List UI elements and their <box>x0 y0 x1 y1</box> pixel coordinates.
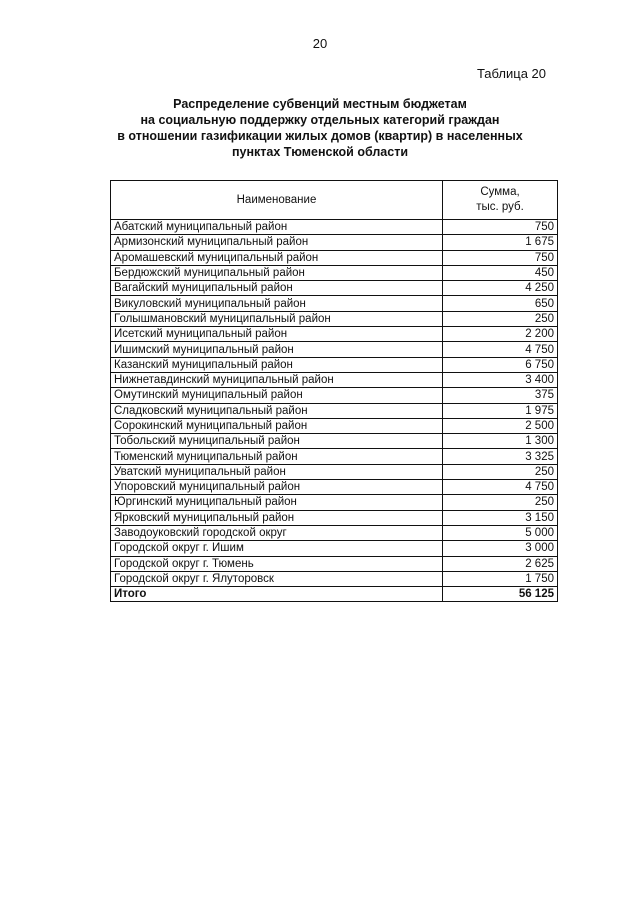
row-name: Омутинский муниципальный район <box>111 388 443 403</box>
row-amount: 1 975 <box>443 403 558 418</box>
row-amount: 750 <box>443 250 558 265</box>
row-amount: 2 500 <box>443 418 558 433</box>
table-row <box>111 449 558 464</box>
table-row <box>111 281 558 296</box>
table-row <box>111 525 558 540</box>
row-name: Городской округ г. Ишим <box>111 541 443 556</box>
table-row <box>111 510 558 525</box>
table-row <box>111 434 558 449</box>
row-name: Казанский муниципальный район <box>111 357 443 372</box>
total-label: Итого <box>111 587 443 602</box>
row-amount: 3 000 <box>443 541 558 556</box>
total-amount: 56 125 <box>443 587 558 602</box>
table-row <box>111 357 558 372</box>
table-row <box>111 235 558 250</box>
table-row <box>111 372 558 387</box>
title-line: в отношении газификации жилых домов (квартир) в населенных <box>117 129 523 143</box>
table-row <box>111 480 558 495</box>
row-name: Абатский муниципальный район <box>111 220 443 235</box>
table-header-row <box>111 181 558 220</box>
table-row <box>111 327 558 342</box>
table-row <box>111 342 558 357</box>
table-row <box>111 403 558 418</box>
row-name: Бердюжский муниципальный район <box>111 265 443 280</box>
row-name: Ишимский муниципальный район <box>111 342 443 357</box>
row-name: Упоровский муниципальный район <box>111 480 443 495</box>
row-name: Заводоуковский городской округ <box>111 525 443 540</box>
row-amount: 1 675 <box>443 235 558 250</box>
table-row <box>111 311 558 326</box>
row-name: Юргинский муниципальный район <box>111 495 443 510</box>
row-name: Тобольский муниципальный район <box>111 434 443 449</box>
table-row <box>111 464 558 479</box>
table-body <box>111 220 558 602</box>
row-amount: 750 <box>443 220 558 235</box>
row-name: Вагайский муниципальный район <box>111 281 443 296</box>
row-amount: 3 400 <box>443 372 558 387</box>
row-amount: 1 300 <box>443 434 558 449</box>
row-name: Армизонский муниципальный район <box>111 235 443 250</box>
header-amount <box>443 181 558 220</box>
row-name: Городской округ г. Ялуторовск <box>111 571 443 586</box>
row-amount: 6 750 <box>443 357 558 372</box>
document-title <box>90 96 550 160</box>
row-amount: 3 150 <box>443 510 558 525</box>
table-row <box>111 265 558 280</box>
row-name: Городской округ г. Тюмень <box>111 556 443 571</box>
row-amount: 250 <box>443 311 558 326</box>
row-name: Аромашевский муниципальный район <box>111 250 443 265</box>
row-amount: 3 325 <box>443 449 558 464</box>
row-amount: 250 <box>443 495 558 510</box>
title-line: пунктах Тюменской области <box>231 145 409 159</box>
page-number: 20 <box>312 36 328 51</box>
row-amount: 2 200 <box>443 327 558 342</box>
subsidy-table <box>110 180 558 602</box>
row-name: Викуловский муниципальный район <box>111 296 443 311</box>
row-name: Нижнетавдинский муниципальный район <box>111 372 443 387</box>
row-amount: 4 750 <box>443 342 558 357</box>
header-amount-line1: Сумма, <box>480 186 520 198</box>
title-line: на социальную поддержку отдельных категорий граждан <box>140 113 500 127</box>
row-amount: 650 <box>443 296 558 311</box>
total-row <box>111 587 558 602</box>
row-amount: 250 <box>443 464 558 479</box>
header-amount-line2: тыс. руб. <box>476 201 524 213</box>
header-name: Наименование <box>111 181 443 220</box>
row-name: Сорокинский муниципальный район <box>111 418 443 433</box>
row-amount: 4 250 <box>443 281 558 296</box>
table-label: Таблица 20 <box>476 66 546 81</box>
row-amount: 375 <box>443 388 558 403</box>
table-row <box>111 495 558 510</box>
table-row <box>111 541 558 556</box>
table-row <box>111 296 558 311</box>
table-row <box>111 556 558 571</box>
row-amount: 4 750 <box>443 480 558 495</box>
title-line: Распределение субвенций местным бюджетам <box>173 97 467 111</box>
row-name: Голышмановский муниципальный район <box>111 311 443 326</box>
row-amount: 2 625 <box>443 556 558 571</box>
table-row <box>111 418 558 433</box>
table-row <box>111 388 558 403</box>
row-name: Уватский муниципальный район <box>111 464 443 479</box>
row-amount: 5 000 <box>443 525 558 540</box>
row-name: Тюменский муниципальный район <box>111 449 443 464</box>
table-row <box>111 250 558 265</box>
row-name: Сладковский муниципальный район <box>111 403 443 418</box>
row-name: Исетский муниципальный район <box>111 327 443 342</box>
row-name: Ярковский муниципальный район <box>111 510 443 525</box>
row-amount: 450 <box>443 265 558 280</box>
table-row <box>111 571 558 586</box>
table-row <box>111 220 558 235</box>
row-amount: 1 750 <box>443 571 558 586</box>
